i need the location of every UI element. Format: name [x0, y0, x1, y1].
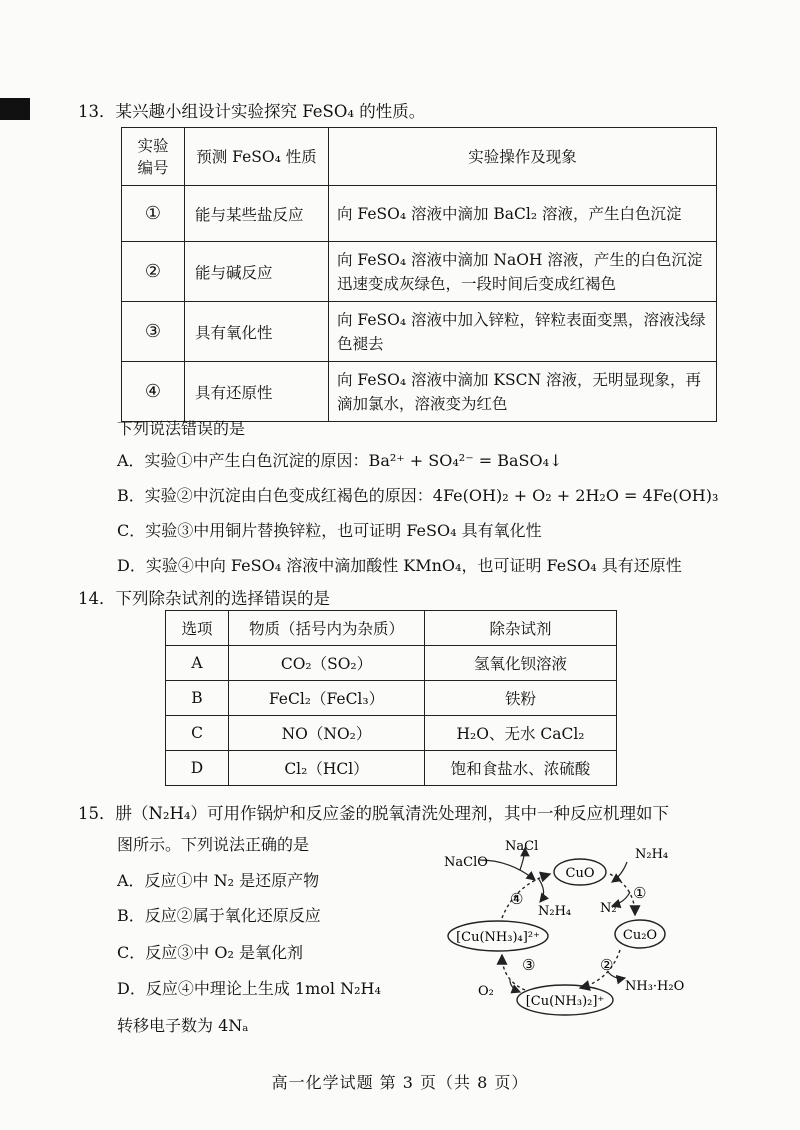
- q13-table: [121, 127, 717, 422]
- n2h4-out-arrow: [538, 878, 544, 902]
- q13-row-prop: 具有氧化性: [185, 302, 329, 362]
- scan-edge-marker: [0, 98, 30, 120]
- q15-title-cont: 图所示。下列说法正确的是: [117, 835, 310, 854]
- table-row: [122, 302, 717, 362]
- q14-row-opt: C: [166, 716, 229, 751]
- q14-title: 14．下列除杂试剂的选择错误的是: [78, 589, 330, 608]
- q14-row-reagent: H₂O、无水 CaCl₂: [425, 716, 617, 751]
- q15-option-d-cont: 转移电子数为 4Nₐ: [117, 1016, 249, 1035]
- q13-row-obs: 向 FeSO₄ 溶液中加入锌粒，锌粒表面变黑，溶液浅绿色褪去: [329, 302, 717, 362]
- q14-row-reagent: 氢氧化钡溶液: [425, 646, 617, 681]
- q13-row-obs: 向 FeSO₄ 溶液中滴加 NaOH 溶液，产生的白色沉淀迅速变成灰绿色，一段时间后变成红褐色: [329, 242, 717, 302]
- q14-row-sub: NO（NO₂）: [229, 716, 425, 751]
- q15-option-d: D．反应④中理论上生成 1mol N₂H₄: [117, 979, 381, 998]
- q14-row-sub: FeCl₂（FeCl₃）: [229, 681, 425, 716]
- q13-row-num: ②: [122, 242, 185, 302]
- q13-row-obs: 向 FeSO₄ 溶液中滴加 BaCl₂ 溶液，产生白色沉淀: [329, 186, 717, 242]
- q14-header-sub: 物质（括号内为杂质）: [229, 611, 425, 646]
- table-row: [166, 716, 617, 751]
- table-row: [166, 751, 617, 786]
- q13-row-obs: 向 FeSO₄ 溶液中滴加 KSCN 溶液，无明显现象，再滴加氯水，溶液变为红色: [329, 362, 717, 422]
- step-1-label: ①: [633, 884, 647, 902]
- q14-row-opt: D: [166, 751, 229, 786]
- n2h4-in-arrow: [612, 862, 627, 882]
- table-row: [122, 242, 717, 302]
- q14-row-opt: B: [166, 681, 229, 716]
- q13-option-a: A．实验①中产生白色沉淀的原因：Ba²⁺ + SO₄²⁻ = BaSO₄↓: [117, 451, 563, 470]
- q14-row-sub: Cl₂（HCl）: [229, 751, 425, 786]
- table-row: [166, 646, 617, 681]
- o2-label: O₂: [478, 984, 494, 999]
- table-row: [122, 186, 717, 242]
- q14-row-reagent: 饱和食盐水、浓硫酸: [425, 751, 617, 786]
- q13-header-num: 实验编号: [122, 128, 185, 186]
- q14-row-opt: A: [166, 646, 229, 681]
- cunh3-2-label: [Cu(NH₃)₂]⁺: [525, 994, 605, 1009]
- q13-row-num: ①: [122, 186, 185, 242]
- q14-row-sub: CO₂（SO₂）: [229, 646, 425, 681]
- q13-row-prop: 具有还原性: [185, 362, 329, 422]
- table-row: [166, 681, 617, 716]
- q13-row-num: ③: [122, 302, 185, 362]
- q13-option-b: B．实验②中沉淀由白色变成红褐色的原因：4Fe(OH)₂ + O₂ + 2H₂O = 4Fe(OH)₃: [117, 486, 719, 505]
- naclo-label: NaClO: [444, 855, 488, 870]
- cu2o-label: Cu₂O: [622, 928, 658, 943]
- q15-option-c: C．反应③中 O₂ 是氧化剂: [117, 943, 303, 962]
- q14-header-row: [166, 611, 617, 646]
- q14-header-reagent: 除杂试剂: [425, 611, 617, 646]
- n2-label: N₂: [600, 901, 617, 916]
- q14-header-opt: 选项: [166, 611, 229, 646]
- table-row: [122, 362, 717, 422]
- q13-header-row: [122, 128, 717, 186]
- q15-option-a: A．反应①中 N₂ 是还原产物: [117, 871, 320, 890]
- nh3h2o-label: NH₃·H₂O: [625, 979, 685, 994]
- step-2-label: ②: [600, 956, 614, 974]
- step-4-label: ④: [510, 890, 524, 908]
- n2h4-out-label: N₂H₄: [538, 904, 572, 919]
- q13-row-prop: 能与某些盐反应: [185, 186, 329, 242]
- cunh3-4-label: [Cu(NH₃)₄]²⁺: [456, 930, 540, 945]
- step-3-label: ③: [522, 956, 536, 974]
- cuo-label: CuO: [565, 866, 595, 881]
- q13-row-prop: 能与碱反应: [185, 242, 329, 302]
- reaction-mechanism-diagram: [430, 830, 710, 1030]
- q13-option-c: C．实验③中用铜片替换锌粒，也可证明 FeSO₄ 具有氧化性: [117, 521, 542, 540]
- q13-stem: 下列说法错误的是: [117, 419, 246, 438]
- q15-title: 15．肼（N₂H₄）可用作锅炉和反应釜的脱氧清洗处理剂，其中一种反应机理如下: [78, 804, 670, 823]
- naclo-in-arrow: [480, 860, 535, 880]
- q13-header-prop: 预测 FeSO₄ 性质: [185, 128, 329, 186]
- q14-row-reagent: 铁粉: [425, 681, 617, 716]
- q13-option-d: D．实验④中向 FeSO₄ 溶液中滴加酸性 KMnO₄，也可证明 FeSO₄ 具有还原性: [117, 556, 682, 575]
- nacl-label: NaCl: [505, 839, 539, 854]
- q13-header-obs: 实验操作及现象: [329, 128, 717, 186]
- page-footer: 高一化学试题 第 3 页（共 8 页）: [271, 1073, 529, 1092]
- q13-title: 13．某兴趣小组设计实验探究 FeSO₄ 的性质。: [78, 102, 426, 121]
- q13-row-num: ④: [122, 362, 185, 422]
- q14-table: [165, 610, 617, 786]
- q15-option-b: B．反应②属于氧化还原反应: [117, 906, 321, 925]
- n2h4-in-label: N₂H₄: [635, 847, 669, 862]
